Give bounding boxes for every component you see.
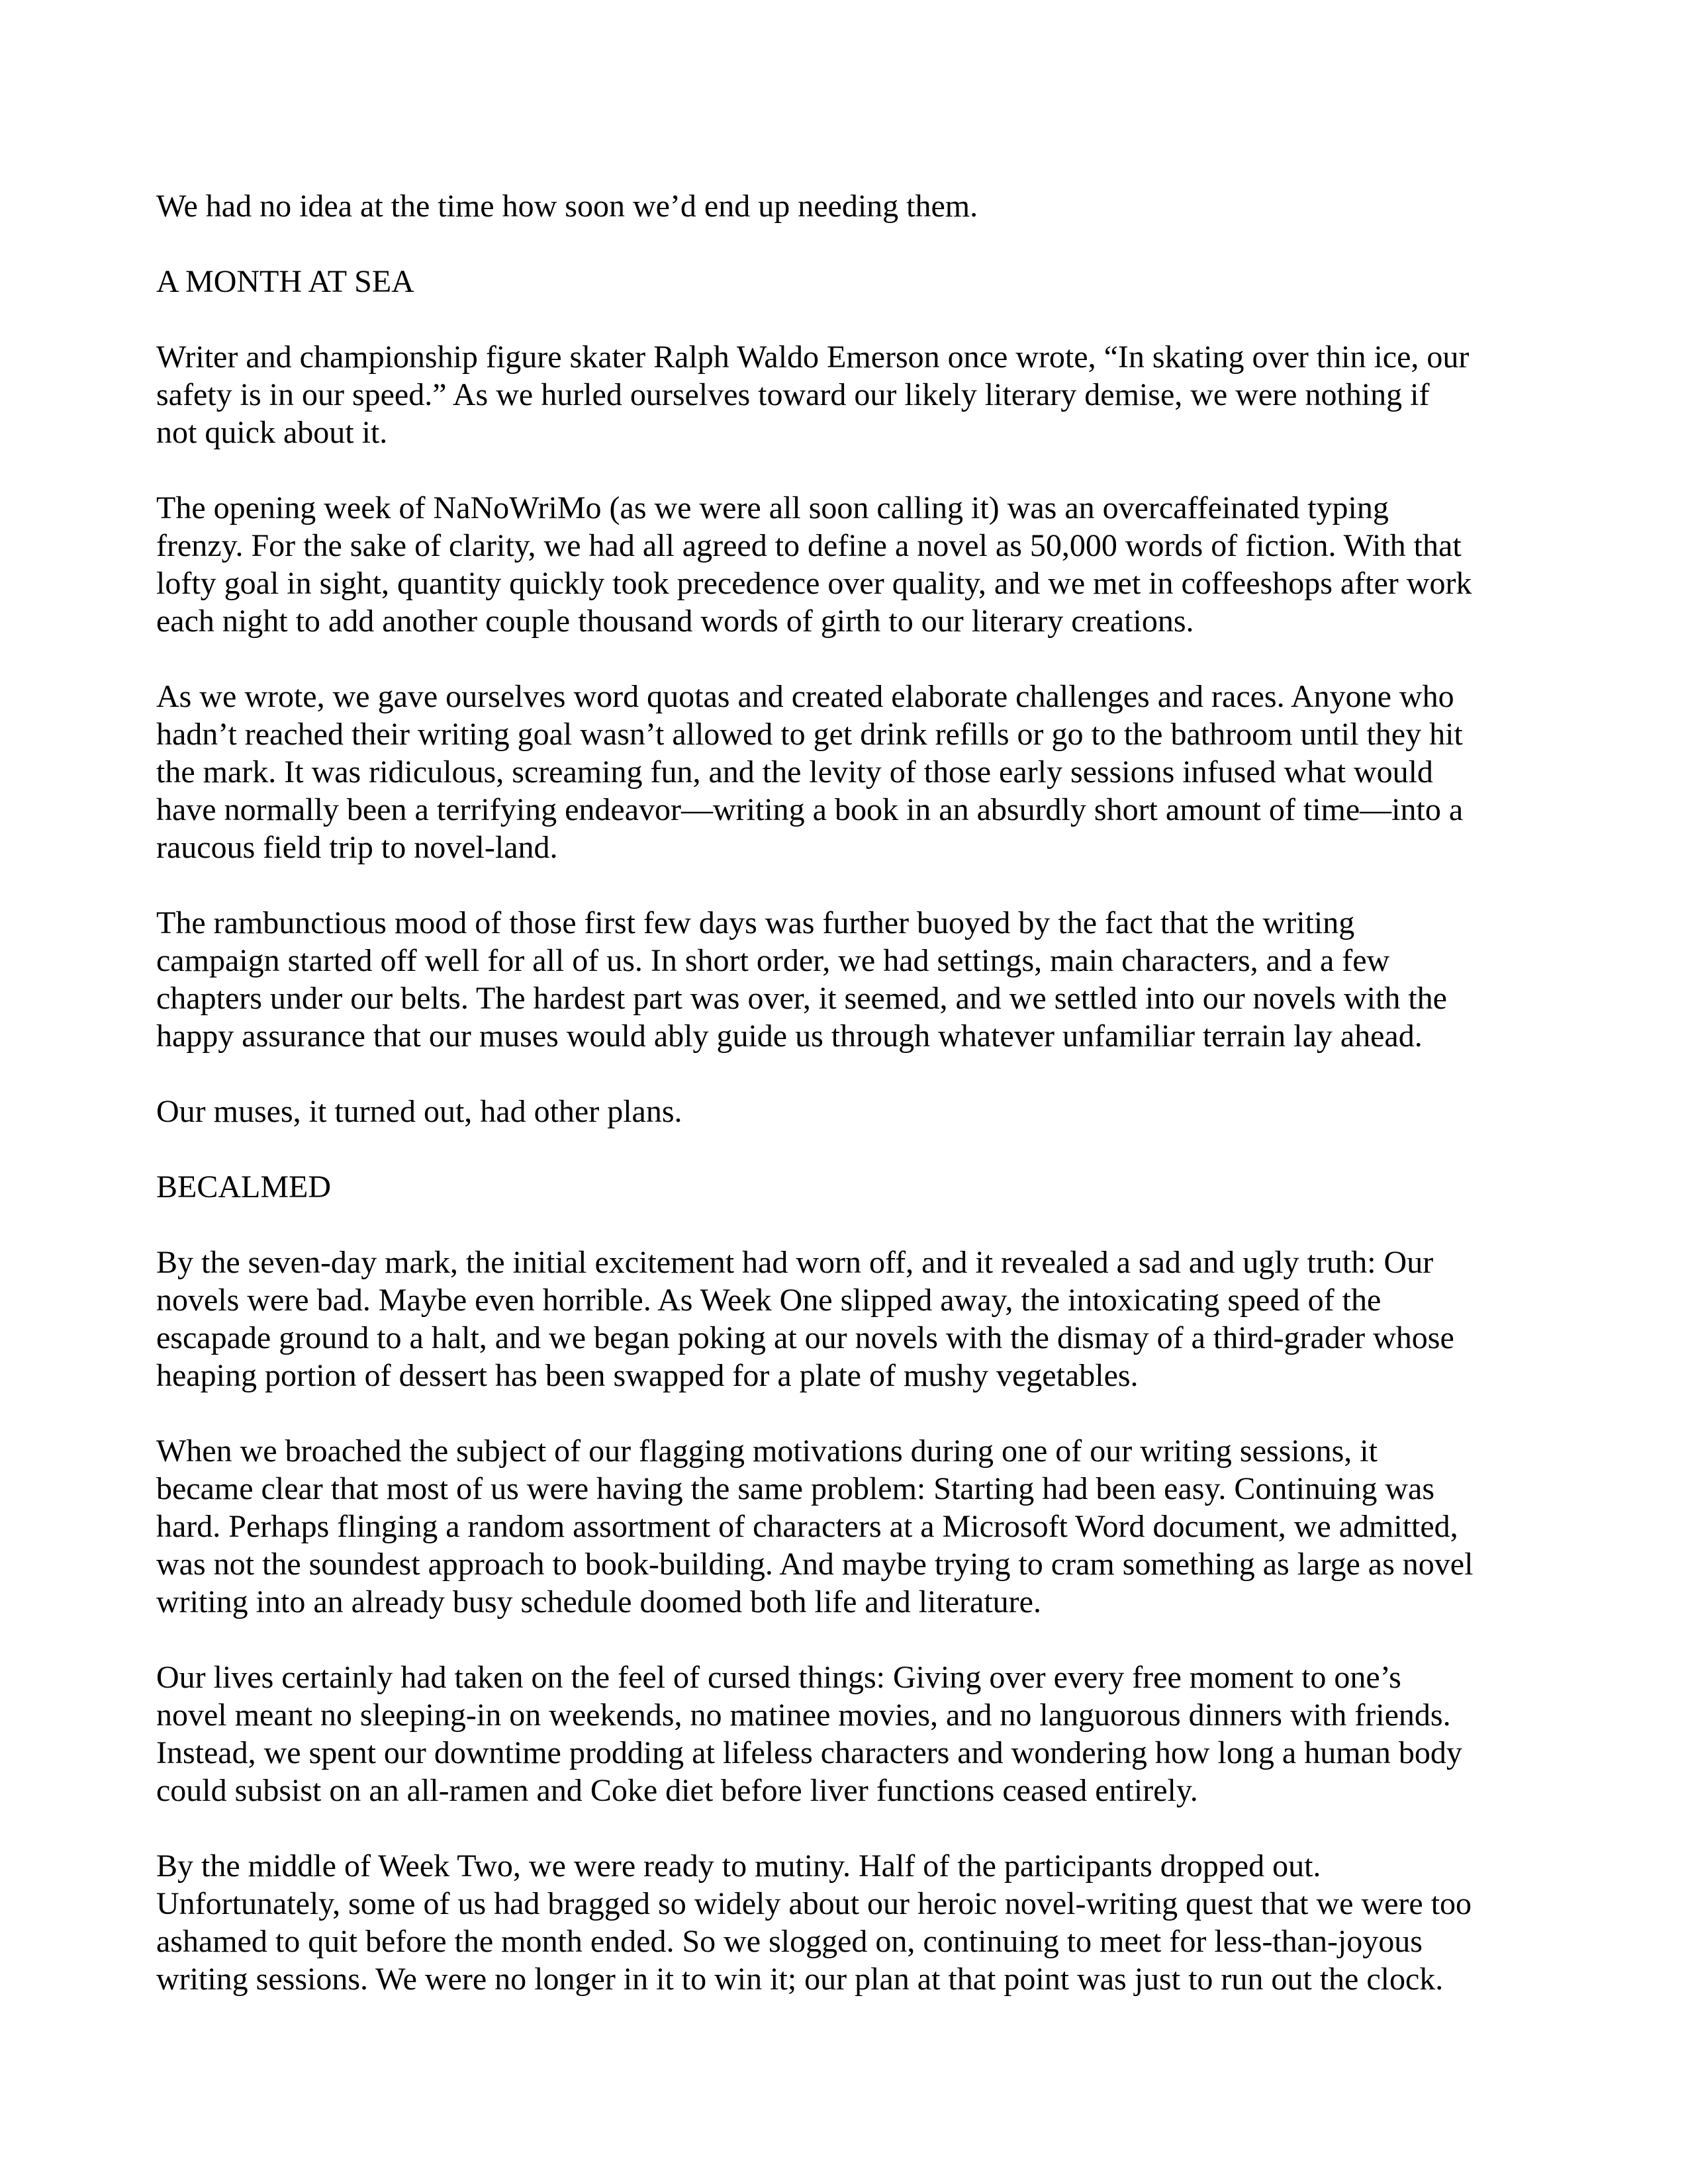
document-page [156,187,1553,2036]
text-line: The rambunctious mood of those first few days was further buoyed by the fact that the writing [156,905,1355,940]
paragraph [156,1244,1553,1394]
text-line: When we broached the subject of our flagging motivations during one of our writing sessions, it [156,1433,1378,1469]
text-line: hard. Perhaps flinging a random assortment of characters at a Microsoft Word document, we admitted, [156,1509,1458,1544]
text-line: writing into an already busy schedule doomed both life and literature. [156,1584,1041,1619]
paragraph [156,1659,1553,1809]
paragraph [156,187,1553,225]
text-line: was not the soundest approach to book-building. And maybe trying to cram something as large as novel [156,1547,1474,1582]
text-line: each night to add another couple thousand words of girth to our literary creations. [156,604,1194,639]
text-line: We had no idea at the time how soon we’d end up needing them. [156,189,978,224]
text-line: The opening week of NaNoWriMo (as we were all soon calling it) was an overcaffeinated typing [156,490,1389,525]
text-line: chapters under our belts. The hardest part was over, it seemed, and we settled into our novels with the [156,981,1447,1016]
text-line: escapade ground to a halt, and we began poking at our novels with the dismay of a third-grader whose [156,1320,1454,1355]
text-line: writing sessions. We were no longer in it to win it; our plan at that point was just to run out the clock. [156,1962,1444,1997]
paragraph [156,1093,1553,1130]
paragraph [156,678,1553,866]
text-line: By the seven-day mark, the initial excitement had worn off, and it revealed a sad and ugly truth: Our [156,1245,1434,1280]
text-line: Instead, we spent our downtime prodding at lifeless characters and wondering how long a human body [156,1735,1462,1770]
paragraph [156,1432,1553,1621]
text-line: Our muses, it turned out, had other plans. [156,1094,682,1129]
text-line: frenzy. For the sake of clarity, we had all agreed to define a novel as 50,000 words of fiction. With that [156,528,1462,563]
text-line: Unfortunately, some of us had bragged so widely about our heroic novel-writing quest that we were too [156,1886,1472,1921]
paragraph [156,489,1553,640]
text-line: Our lives certainly had taken on the feel of cursed things: Giving over every free moment to one’s [156,1660,1401,1695]
text-line: A MONTH AT SEA [156,264,414,299]
paragraph [156,1847,1553,1998]
text-line: not quick about it. [156,415,388,450]
text-line: became clear that most of us were having the same problem: Starting had been easy. Continuing was [156,1471,1434,1506]
text-line: heaping portion of dessert has been swapped for a plate of mushy vegetables. [156,1358,1139,1393]
text-line: raucous field trip to novel-land. [156,830,558,865]
paragraph [156,904,1553,1055]
text-line: Writer and championship figure skater Ralph Waldo Emerson once wrote, “In skating over thin ice, our [156,340,1470,375]
text-line: campaign started off well for all of us. In short order, we had settings, main characters, and a few [156,943,1390,978]
text-line: novel meant no sleeping-in on weekends, no matinee movies, and no languorous dinners with friends. [156,1698,1451,1733]
text-line: hadn’t reached their writing goal wasn’t allowed to get drink refills or go to the bathroom until they hit [156,717,1463,752]
text-line: could subsist on an all-ramen and Coke diet before liver functions ceased entirely. [156,1773,1198,1808]
text-line: have normally been a terrifying endeavor—writing a book in an absurdly short amount of time—into a [156,792,1464,827]
paragraph [156,338,1553,451]
text-line: safety is in our speed.” As we hurled ourselves toward our likely literary demise, we were nothing if [156,377,1430,412]
section-heading [156,1168,1553,1206]
text-line: lofty goal in sight, quantity quickly took precedence over quality, and we met in coffeeshops after work [156,566,1472,601]
text-line: the mark. It was ridiculous, screaming fun, and the levity of those early sessions infused what would [156,754,1433,790]
text-line: happy assurance that our muses would ably guide us through whatever unfamiliar terrain lay ahead. [156,1019,1423,1054]
text-line: ashamed to quit before the month ended. So we slogged on, continuing to meet for less-than-joyous [156,1924,1423,1959]
text-line: novels were bad. Maybe even horrible. As Week One slipped away, the intoxicating speed of the [156,1283,1382,1318]
text-line: By the middle of Week Two, we were ready to mutiny. Half of the participants dropped out. [156,1848,1321,1884]
text-line: BECALMED [156,1169,331,1205]
section-heading [156,263,1553,300]
text-line: As we wrote, we gave ourselves word quotas and created elaborate challenges and races. Anyone who [156,679,1454,714]
